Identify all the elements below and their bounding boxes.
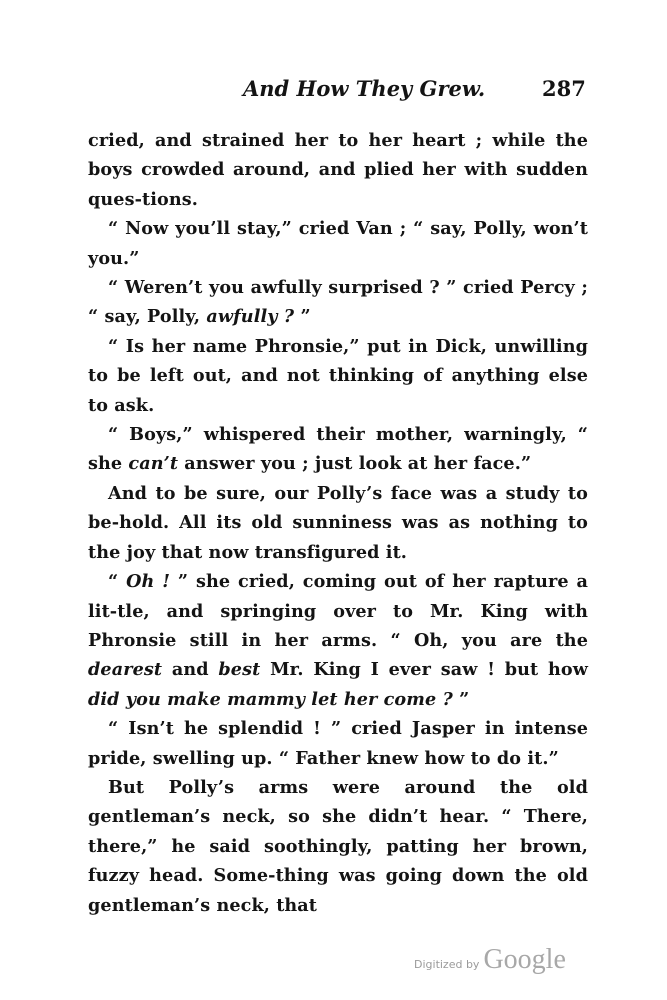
paragraph (88, 773, 588, 920)
paragraph-text: “ (108, 571, 127, 593)
paragraph (88, 126, 588, 214)
body-text (88, 126, 588, 920)
page-number: 287 (542, 76, 586, 101)
paragraph-text: ” she cried, coming out of her rapture a lit-tle, and springing over to Mr. King with Phronsie still in her arms. “ Oh, you are the (88, 571, 589, 651)
italic-text: best (218, 659, 261, 681)
running-head (0, 74, 667, 104)
watermark-prefix: Digitized by (414, 958, 480, 971)
paragraph-text: ” (294, 306, 311, 328)
paragraph-text: “ Isn’t he splendid ! ” cried Jasper in intense pride, swelling up. “ Father knew how to do it.” (88, 718, 588, 769)
paragraph (88, 420, 588, 479)
paragraph (88, 332, 588, 420)
paragraph (88, 273, 588, 332)
paragraph-text: “ Weren’t you awfully surprised ? ” cried Percy ; “ say, Polly, (88, 277, 588, 328)
paragraph-text: “ Now you’ll stay,” cried Van ; “ say, Polly, won’t you.” (88, 218, 588, 269)
paragraph-text: “ Boys,” whispered their mother, warningly, “ she (88, 424, 588, 475)
paragraph (88, 567, 588, 714)
running-title: And How They Grew. (243, 76, 486, 101)
paragraph-text: and (162, 659, 219, 681)
italic-text: awfully ? (206, 306, 295, 328)
paragraph-text: answer you ; just look at her face.” (178, 453, 532, 475)
paragraph-text: Mr. King I ever saw ! but how (260, 659, 589, 681)
paragraph (88, 214, 588, 273)
paragraph (88, 479, 588, 567)
italic-text: Oh ! (126, 571, 171, 593)
google-logo: Google (483, 944, 566, 975)
paragraph-text: cried, and strained her to her heart ; while the boys crowded around, and plied her with sudden ques-tions. (88, 130, 588, 210)
paragraph-text: And to be sure, our Polly’s face was a study to be-hold. All its old sunniness was as nothing to the joy that now transfigured it. (88, 482, 588, 563)
paragraph (88, 714, 588, 773)
paragraph-text: “ Is her name Phronsie,” put in Dick, unwilling to be left out, and not thinking of anything else to ask. (88, 335, 588, 416)
italic-text: can’t (128, 453, 179, 475)
italic-text: dearest (88, 659, 163, 681)
paragraph-text: But Polly’s arms were around the old gentleman’s neck, so she didn’t hear. “ There, there,” he said soothingly, patting her brown, fuzzy head. Some-thing was going down the old gentleman’s neck, that (88, 776, 588, 916)
paragraph-text: ” (452, 688, 470, 710)
digitized-watermark (414, 944, 566, 976)
italic-text: did you make mammy let her come ? (88, 688, 453, 710)
